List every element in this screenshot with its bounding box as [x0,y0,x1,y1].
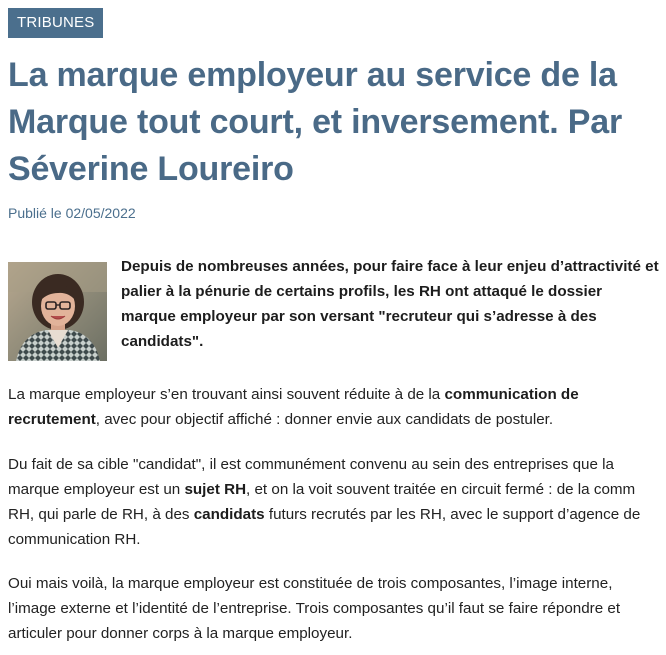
article-paragraph-1: La marque employeur s’en trouvant ainsi souvent réduite à de la communication de recrutement, avec pour objectif affiché : donner envie aux candidats de postuler. [8,386,579,428]
article-title: La marque employeur au service de la Marque tout court, et inversement. Par Séverine Loureiro [8,56,622,188]
publish-date: Publié le 02/05/2022 [8,205,136,221]
article-paragraph-3: Oui mais voilà, la marque employeur est constituée de trois composantes, l’image interne, l’image externe et l’identité de l’entreprise. Trois composantes qu’il faut se faire répondre et articuler pour donner corps à la marque employeur. [8,575,621,642]
category-tag[interactable]: TRIBUNES [8,8,103,38]
article-intro: Depuis de nombreuses années, pour faire face à leur enjeu d’attractivité et palier à la pénurie de certains profils, les RH ont attaqué le dossier marque employeur par son versant "recruteur qui s’adresse à des candidats". [121,258,659,350]
article-paragraph-2: Du fait de sa cible "candidat", il est communément convenu au sein des entreprises que la marque employeur est un sujet RH, et on la voit souvent traitée en circuit fermé : de la comm RH, qui parle de RH, à des candidats futurs recrutés par les RH, avec le support d’agence de communication RH. [8,456,641,548]
author-photo [8,262,107,361]
